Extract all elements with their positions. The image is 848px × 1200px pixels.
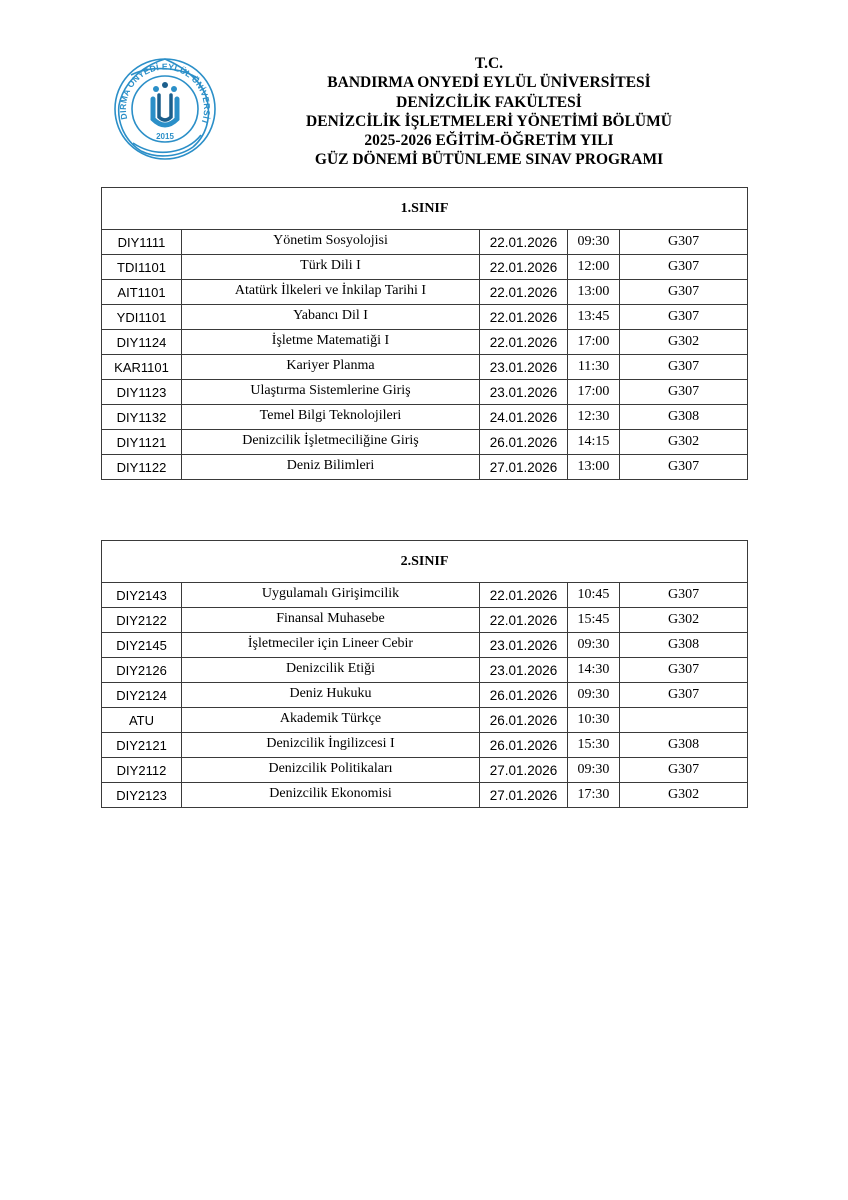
exam-room: G307	[620, 658, 748, 683]
exam-date: 23.01.2026	[480, 380, 568, 405]
class1-schedule-table	[101, 187, 748, 480]
course-name: Uygulamalı Girişimcilik	[182, 583, 480, 608]
exam-date: 23.01.2026	[480, 633, 568, 658]
course-name: Yabancı Dil I	[182, 305, 480, 330]
course-code: DIY2126	[102, 658, 182, 683]
exam-time: 09:30	[568, 758, 620, 783]
course-name: Kariyer Planma	[182, 355, 480, 380]
header-academic-year: 2025-2026 EĞİTİM-ÖĞRETİM YILI	[364, 132, 614, 150]
exam-date: 22.01.2026	[480, 583, 568, 608]
exam-time: 10:30	[568, 708, 620, 733]
course-name: Türk Dili I	[182, 255, 480, 280]
table-row	[102, 733, 748, 758]
course-code: DIY2143	[102, 583, 182, 608]
exam-room: G307	[620, 255, 748, 280]
course-code: YDI1101	[102, 305, 182, 330]
exam-time: 11:30	[568, 355, 620, 380]
header-line-tc: T.C.	[474, 55, 504, 72]
exam-room: G308	[620, 405, 748, 430]
table-row	[102, 758, 748, 783]
exam-date: 26.01.2026	[480, 683, 568, 708]
document-header	[250, 54, 728, 170]
course-name: Atatürk İlkeleri ve İnkilap Tarihi I	[182, 280, 480, 305]
exam-time: 15:45	[568, 608, 620, 633]
class1-rows	[102, 188, 748, 480]
exam-room: G307	[620, 305, 748, 330]
exam-time: 13:00	[568, 455, 620, 480]
exam-date: 22.01.2026	[480, 255, 568, 280]
course-code: TDI1101	[102, 255, 182, 280]
table-row	[102, 658, 748, 683]
exam-time: 15:30	[568, 733, 620, 758]
exam-time: 12:30	[568, 405, 620, 430]
header-faculty: DENİZCİLİK FAKÜLTESİ	[396, 93, 582, 111]
exam-room: G302	[620, 430, 748, 455]
exam-date: 22.01.2026	[480, 608, 568, 633]
course-code: AIT1101	[102, 280, 182, 305]
table-row	[102, 405, 748, 430]
table-row	[102, 380, 748, 405]
university-logo	[111, 55, 219, 163]
exam-date: 26.01.2026	[480, 708, 568, 733]
logo-emblem	[153, 82, 177, 125]
exam-date: 23.01.2026	[480, 658, 568, 683]
exam-room: G307	[620, 758, 748, 783]
exam-time: 17:00	[568, 330, 620, 355]
course-name: Akademik Türkçe	[182, 708, 480, 733]
exam-date: 26.01.2026	[480, 733, 568, 758]
table-row	[102, 430, 748, 455]
exam-time: 13:00	[568, 280, 620, 305]
course-name: Temel Bilgi Teknolojileri	[182, 405, 480, 430]
exam-room: G302	[620, 783, 748, 808]
table-row	[102, 708, 748, 733]
exam-date: 23.01.2026	[480, 355, 568, 380]
exam-room: G307	[620, 380, 748, 405]
exam-date: 22.01.2026	[480, 230, 568, 255]
course-code: DIY2123	[102, 783, 182, 808]
exam-room	[620, 708, 748, 733]
exam-room: G307	[620, 230, 748, 255]
exam-room: G307	[620, 355, 748, 380]
table-row	[102, 280, 748, 305]
table-row	[102, 305, 748, 330]
course-code: DIY2121	[102, 733, 182, 758]
exam-date: 22.01.2026	[480, 330, 568, 355]
exam-date: 24.01.2026	[480, 405, 568, 430]
course-name: İşletme Matematiği I	[182, 330, 480, 355]
exam-date: 26.01.2026	[480, 430, 568, 455]
exam-room: G308	[620, 633, 748, 658]
table-row	[102, 633, 748, 658]
exam-time: 17:30	[568, 783, 620, 808]
table-row	[102, 330, 748, 355]
exam-date: 22.01.2026	[480, 305, 568, 330]
course-name: Denizcilik Etiği	[182, 658, 480, 683]
course-code: DIY2145	[102, 633, 182, 658]
course-name: Finansal Muhasebe	[182, 608, 480, 633]
exam-time: 14:30	[568, 658, 620, 683]
table-row	[102, 355, 748, 380]
class1-title-row	[102, 188, 748, 230]
course-name: Denizcilik Politikaları	[182, 758, 480, 783]
table-row	[102, 683, 748, 708]
exam-room: G307	[620, 583, 748, 608]
exam-time: 10:45	[568, 583, 620, 608]
course-name: Ulaştırma Sistemlerine Giriş	[182, 380, 480, 405]
exam-date: 27.01.2026	[480, 783, 568, 808]
exam-time: 09:30	[568, 633, 620, 658]
course-name: Denizcilik İşletmeciliğine Giriş	[182, 430, 480, 455]
exam-time: 13:45	[568, 305, 620, 330]
table-row	[102, 230, 748, 255]
table-row	[102, 783, 748, 808]
course-code: ATU	[102, 708, 182, 733]
table-row	[102, 455, 748, 480]
course-name: Deniz Hukuku	[182, 683, 480, 708]
exam-room: G307	[620, 455, 748, 480]
exam-date: 27.01.2026	[480, 758, 568, 783]
exam-room: G308	[620, 733, 748, 758]
class2-title-row	[102, 541, 748, 583]
class1-title: 1.SINIF	[102, 188, 748, 230]
exam-time: 17:00	[568, 380, 620, 405]
exam-date: 27.01.2026	[480, 455, 568, 480]
exam-time: 14:15	[568, 430, 620, 455]
header-department: DENİZCİLİK İŞLETMELERİ YÖNETİMİ BÖLÜMÜ	[306, 112, 672, 130]
class2-schedule-table	[101, 540, 748, 808]
course-name: Denizcilik İngilizcesi I	[182, 733, 480, 758]
course-code: DIY1124	[102, 330, 182, 355]
course-code: DIY1123	[102, 380, 182, 405]
exam-room: G302	[620, 330, 748, 355]
course-code: DIY1122	[102, 455, 182, 480]
course-code: DIY2122	[102, 608, 182, 633]
header-program-title: GÜZ DÖNEMİ BÜTÜNLEME SINAV PROGRAMI	[314, 151, 664, 169]
exam-room: G307	[620, 683, 748, 708]
course-code: DIY1132	[102, 405, 182, 430]
table-row	[102, 608, 748, 633]
course-name: Deniz Bilimleri	[182, 455, 480, 480]
exam-room: G302	[620, 608, 748, 633]
course-code: DIY2124	[102, 683, 182, 708]
course-name: Yönetim Sosyolojisi	[182, 230, 480, 255]
exam-room: G307	[620, 280, 748, 305]
header-university: BANDIRMA ONYEDİ EYLÜL ÜNİVERSİTESİ	[327, 74, 651, 92]
class2-rows	[102, 541, 748, 808]
course-code: DIY2112	[102, 758, 182, 783]
table-row	[102, 583, 748, 608]
course-name: İşletmeciler için Lineer Cebir	[182, 633, 480, 658]
exam-time: 12:00	[568, 255, 620, 280]
course-name: Denizcilik Ekonomisi	[182, 783, 480, 808]
class2-title: 2.SINIF	[102, 541, 748, 583]
exam-date: 22.01.2026	[480, 280, 568, 305]
course-code: DIY1111	[102, 230, 182, 255]
table-row	[102, 255, 748, 280]
exam-time: 09:30	[568, 230, 620, 255]
course-code: KAR1101	[102, 355, 182, 380]
course-code: DIY1121	[102, 430, 182, 455]
exam-time: 09:30	[568, 683, 620, 708]
logo-ring-text: DIRMA ONYEDİ EYLÜL ÜNİVERSİT	[117, 61, 213, 126]
logo-year: 2015	[156, 132, 174, 141]
